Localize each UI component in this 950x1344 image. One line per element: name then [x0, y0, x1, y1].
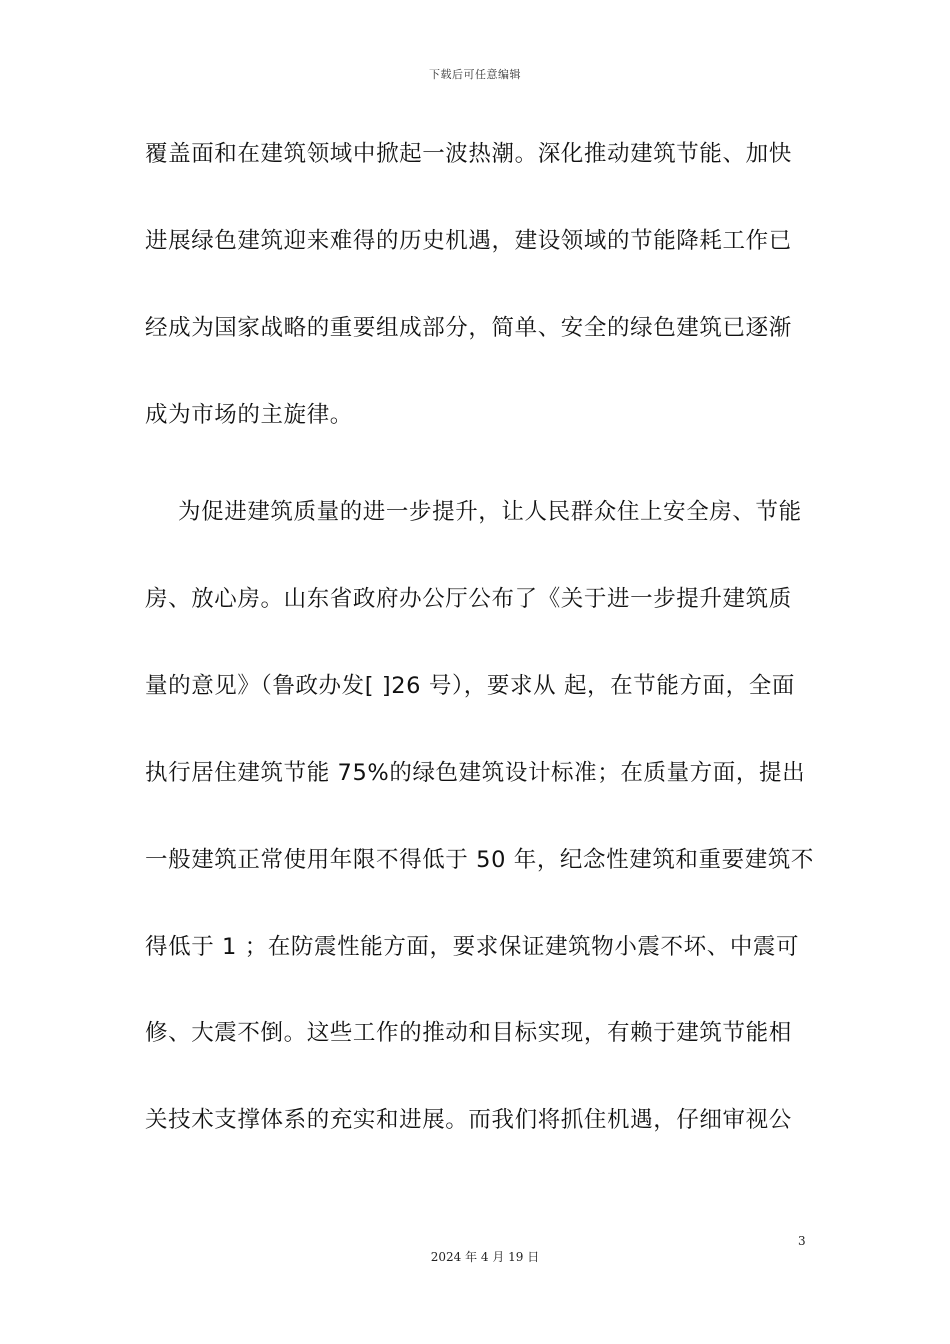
- text-line: 为促进建筑质量的进一步提升，让人民群众住上安全房、节能: [178, 499, 802, 525]
- text-line: 得低于 1 ；在防震性能方面，要求保证建筑物小震不坏、中震可: [145, 934, 800, 960]
- text-line: 进展绿色建筑迎来难得的历史机遇，建设领域的节能降耗工作已: [145, 228, 792, 254]
- page-header: 下载后可任意编辑: [429, 68, 521, 81]
- text-line: 关技术支撑体系的充实和进展。而我们将抓住机遇，仔细审视公: [145, 1107, 792, 1133]
- text-line: 一般建筑正常使用年限不得低于 50 年，纪念性建筑和重要建筑不: [145, 847, 815, 873]
- page-number: 3: [798, 1234, 806, 1248]
- page-footer-date: 2024 年 4 月 19 日: [430, 1250, 540, 1264]
- text-line: 房、放心房。山东省政府办公厅公布了《关于进一步提升建筑质: [145, 586, 792, 612]
- text-line: 执行居住建筑节能 75%的绿色建筑设计标准；在质量方面，提出: [145, 760, 806, 786]
- text-line: 修、大震不倒。这些工作的推动和目标实现，有赖于建筑节能相: [145, 1020, 792, 1046]
- text-line: 成为市场的主旋律。: [145, 402, 353, 428]
- text-line: 覆盖面和在建筑领域中掀起一波热潮。深化推动建筑节能、加快: [145, 141, 792, 167]
- text-line: 经成为国家战略的重要组成部分，简单、安全的绿色建筑已逐渐: [145, 315, 792, 341]
- text-line: 量的意见》（鲁政办发[ ]26 号），要求从 起，在节能方面，全面: [145, 673, 795, 699]
